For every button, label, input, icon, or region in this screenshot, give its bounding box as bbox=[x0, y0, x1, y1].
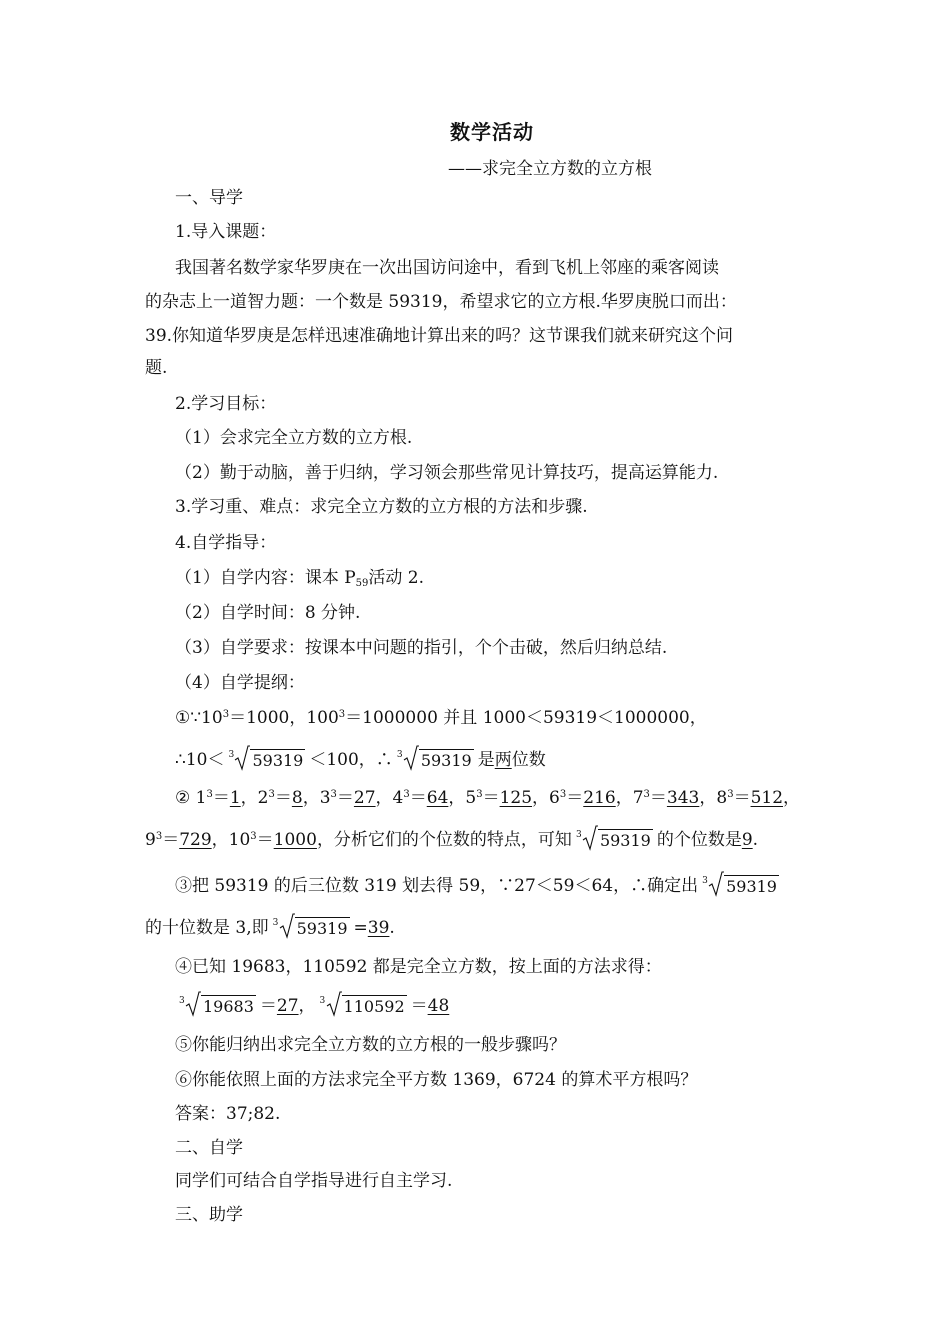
outline-step-3-cont: 的十位数是 3,即 3 59319 =39. bbox=[145, 916, 395, 941]
answer-blank: 729 bbox=[179, 830, 212, 850]
cube-root bbox=[702, 875, 779, 899]
exponent: 3 bbox=[155, 831, 163, 842]
exponent: 3 bbox=[643, 789, 650, 800]
text: 位数 bbox=[511, 750, 546, 770]
text: 5 bbox=[465, 788, 477, 808]
answer-blank: 512 bbox=[750, 788, 784, 808]
outline-step-2-cont: $9^3=729$，$10^3=1000$，分析它们的个位数的特点，可知 3 59319 的个位数是9. bbox=[145, 828, 758, 853]
outline-step-3 bbox=[175, 874, 783, 899]
radicand: 59319 bbox=[296, 918, 348, 938]
outline-step-4-results: 3 19683 ＝27， 3 110592 ＝48 bbox=[175, 994, 449, 1019]
radical-sign-icon bbox=[234, 745, 250, 771]
exponent: 3 bbox=[268, 789, 275, 800]
outline-step-1-cont bbox=[175, 748, 546, 773]
outline-step-6: ⑥你能依照上面的方法求完全平方数 1369，6724 的算术平方根吗？ bbox=[175, 1070, 698, 1090]
text: ，分析它们的个位数的特点，可知 bbox=[316, 830, 572, 850]
radicand: 59319 bbox=[726, 876, 777, 896]
cube-root bbox=[273, 917, 350, 941]
outline-step-2: ② $1^3=1$，$2^3=8$，$3^3=27$，$4^3=64$，$5^3=125$，$6^3=216$，$7^3=343$，$8^3=512$， bbox=[175, 788, 801, 808]
answer-blank: 两 bbox=[494, 750, 512, 770]
page-subscript: 59 bbox=[355, 578, 369, 589]
exponent: 3 bbox=[250, 831, 257, 842]
radical-sign-icon bbox=[708, 871, 724, 897]
text: ＝1000，100 bbox=[229, 708, 339, 728]
text: 的个位数是 bbox=[656, 830, 742, 850]
root-index: 3 bbox=[396, 749, 403, 760]
text: 7 bbox=[632, 788, 644, 808]
cube-root bbox=[397, 749, 474, 773]
outline-step-5: ⑤你能归纳出求完全立方数的立方根的一般步骤吗？ bbox=[175, 1035, 566, 1055]
answer-blank: 27 bbox=[276, 996, 299, 1016]
outline-step-1 bbox=[175, 706, 707, 730]
guide-item bbox=[175, 566, 424, 590]
key-points: 3.学习重、难点：求完全立方数的立方根的方法和步骤. bbox=[175, 497, 588, 517]
page-title: 数学活动 bbox=[450, 120, 534, 144]
text: 3 bbox=[319, 788, 331, 808]
goal-item: （1）会求完全立方数的立方根. bbox=[175, 428, 413, 448]
text: 4 bbox=[392, 788, 404, 808]
answer-blank: 216 bbox=[583, 788, 616, 808]
exponent: 3 bbox=[403, 789, 410, 800]
guide-item: （2）自学时间：8 分钟. bbox=[175, 603, 361, 623]
radical-sign-icon bbox=[326, 991, 342, 1017]
answer-blank: 48 bbox=[427, 996, 450, 1016]
radicand: 59319 bbox=[420, 750, 472, 770]
answer-blank: 1 bbox=[229, 788, 241, 808]
answer-blank: 8 bbox=[291, 788, 303, 808]
radicand: 110592 bbox=[343, 996, 405, 1016]
exponent: 3 bbox=[222, 709, 230, 720]
text: ② 1 bbox=[175, 788, 207, 808]
root-index: 3 bbox=[702, 875, 708, 886]
exponent: 3 bbox=[206, 789, 213, 800]
intro-line: 题. bbox=[145, 358, 168, 378]
outline-step-4: ④已知 19683，110592 都是完全立方数，按上面的方法求得： bbox=[175, 957, 662, 977]
guide-heading: 4.自学指导： bbox=[175, 533, 277, 553]
intro-line: 的杂志上一道智力题：一个数是 59319，希望求它的立方根.华罗庚脱口而出： bbox=[145, 292, 737, 312]
radical-sign-icon bbox=[582, 825, 598, 851]
intro-line: 39.你知道华罗庚是怎样迅速准确地计算出来的吗？这节课我们就来研究这个问 bbox=[145, 326, 734, 346]
text: ③把 59319 的后三位数 319 划去得 59，∵27＜59＜64，∴确定出 bbox=[175, 876, 699, 896]
self-study-text: 同学们可结合自学指导进行自主学习. bbox=[175, 1171, 453, 1191]
root-index: 3 bbox=[319, 995, 326, 1006]
text: ∴10＜ bbox=[175, 750, 225, 770]
cube-root bbox=[228, 749, 305, 773]
intro-line: 我国著名数学家华罗庚在一次出国访问途中，看到飞机上邻座的乘客阅读 bbox=[175, 258, 719, 278]
answer-blank: 39 bbox=[367, 918, 390, 938]
exponent: 3 bbox=[476, 789, 483, 800]
answer-text: 答案：37;82. bbox=[175, 1104, 281, 1124]
text: 9 bbox=[145, 830, 156, 850]
goal-item: （2）勤于动脑，善于归纳，学习领会那些常见计算技巧，提高运算能力. bbox=[175, 463, 719, 483]
exponent: 3 bbox=[559, 789, 567, 800]
text: 10 bbox=[228, 830, 251, 850]
radical-sign-icon bbox=[185, 991, 201, 1017]
radicand: 19683 bbox=[203, 996, 254, 1016]
text: 6 bbox=[549, 788, 560, 808]
radicand: 59319 bbox=[252, 750, 304, 770]
guide-text: （1）自学内容：课本 P bbox=[175, 568, 356, 588]
answer-blank: 343 bbox=[666, 788, 700, 808]
goals-heading: 2.学习目标： bbox=[175, 394, 277, 414]
root-index: 3 bbox=[575, 829, 582, 840]
cube-root bbox=[576, 829, 653, 853]
intro-heading: 1.导入课题： bbox=[175, 222, 277, 242]
answer-blank: 64 bbox=[426, 788, 449, 808]
section-heading-assist: 三、助学 bbox=[175, 1205, 243, 1225]
text: ＝1000000 并且 1000＜59319＜1000000， bbox=[345, 708, 707, 728]
root-index: 3 bbox=[179, 995, 185, 1006]
exponent: 3 bbox=[330, 789, 337, 800]
text: 2 bbox=[257, 788, 269, 808]
text: 8 bbox=[716, 788, 728, 808]
answer-blank: 27 bbox=[353, 788, 376, 808]
guide-text: 活动 2. bbox=[368, 568, 425, 588]
guide-item: （3）自学要求：按课本中问题的指引，个个击破，然后归纳总结. bbox=[175, 638, 668, 658]
page-subtitle: ——求完全立方数的立方根 bbox=[448, 159, 652, 179]
exponent: 3 bbox=[727, 789, 734, 800]
radical-sign-icon bbox=[279, 913, 295, 939]
cube-root bbox=[179, 995, 256, 1019]
root-index: 3 bbox=[272, 917, 279, 928]
exponent: 3 bbox=[338, 709, 346, 720]
text: ①∵10 bbox=[175, 708, 223, 728]
text: ＜100，∴ bbox=[309, 750, 393, 770]
text: 的十位数是 3,即 bbox=[145, 918, 269, 938]
text: 是 bbox=[477, 750, 495, 770]
radical-sign-icon bbox=[403, 745, 419, 771]
section-heading-self-study: 二、自学 bbox=[175, 1138, 243, 1158]
guide-item: （4）自学提纲： bbox=[175, 673, 305, 693]
radicand: 59319 bbox=[599, 830, 651, 850]
answer-blank: 1000 bbox=[273, 830, 317, 850]
root-index: 3 bbox=[228, 749, 235, 760]
section-heading-guide: 一、导学 bbox=[175, 188, 243, 208]
answer-blank: 9 bbox=[741, 830, 753, 850]
answer-blank: 125 bbox=[499, 788, 533, 808]
cube-root bbox=[320, 995, 407, 1019]
